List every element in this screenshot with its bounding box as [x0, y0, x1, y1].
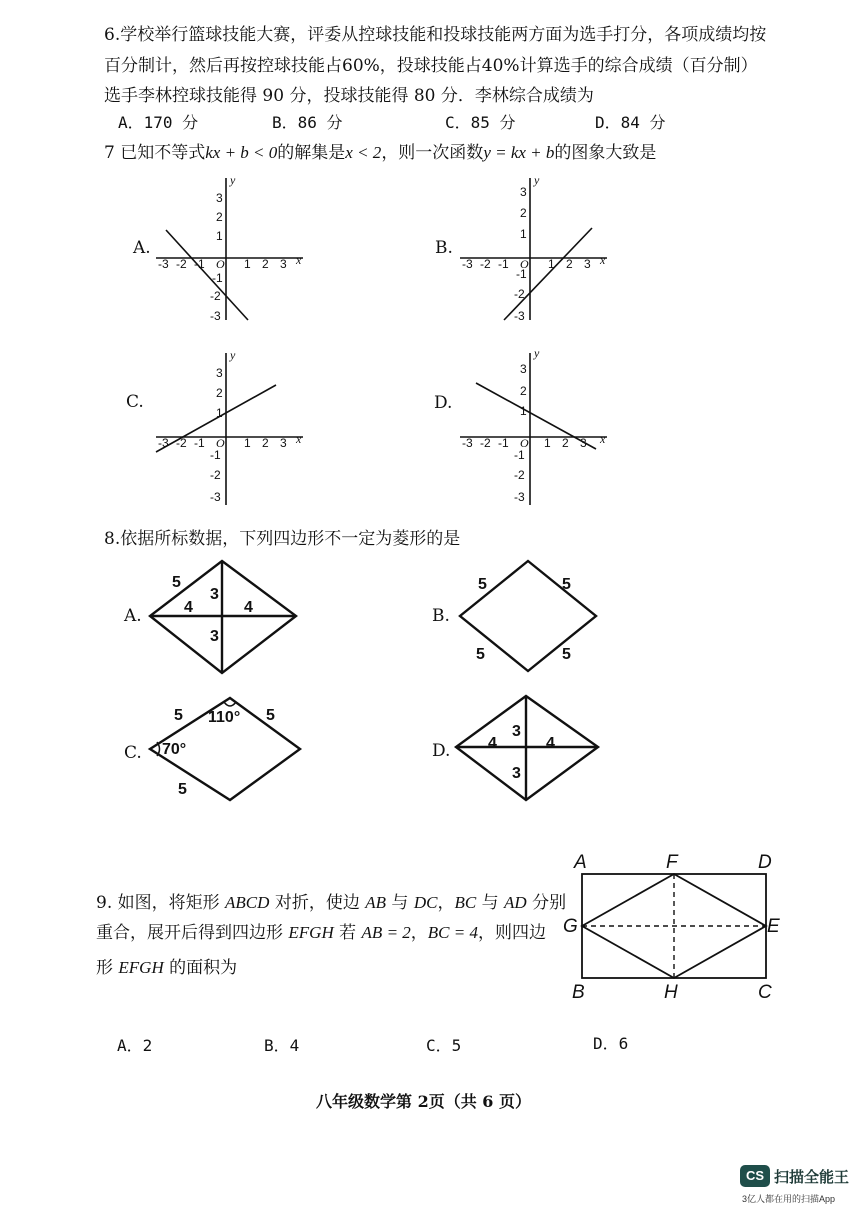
q9-math: BC = 4 [427, 923, 478, 942]
ytick: 3 [520, 362, 527, 376]
half-diagonal-label: 4 [184, 599, 193, 616]
angle-label: 110° [208, 709, 241, 726]
q9-option-a: A．2 [117, 1036, 153, 1055]
xtick: -3 [158, 257, 169, 271]
y-axis-label: y [534, 346, 540, 360]
q8-shape-c [140, 690, 315, 810]
q6-line2: 百分制计，然后再按控球技能占60%，投球技能占40%计算选手的综合成绩（百分制） [104, 56, 758, 76]
q9-math: AB = 2 [361, 923, 411, 942]
q9-text: 的面积为 [163, 958, 238, 978]
function-line [166, 230, 248, 320]
ytick: -3 [210, 490, 221, 504]
half-diagonal-label: 3 [210, 628, 219, 645]
side-label: 5 [172, 574, 181, 591]
origin-label: O [216, 436, 225, 450]
xtick: 3 [580, 436, 587, 450]
ytick: -1 [210, 448, 221, 462]
side-label: 5 [476, 646, 485, 663]
q9-math: BC [454, 893, 477, 912]
function-line [476, 383, 596, 449]
q6-option-b: B．86 分 [272, 113, 343, 132]
q7-label-b: B. [435, 238, 453, 258]
scanner-app-logo-icon: CS [740, 1165, 770, 1187]
q9-text: 若 [333, 923, 362, 943]
xtick: -3 [462, 436, 473, 450]
xtick: -2 [176, 257, 187, 271]
q6-option-d: D．84 分 [595, 113, 666, 132]
page-footer: 八年级数学第 2页（共 6 页） [316, 1092, 531, 1111]
ytick: -3 [210, 309, 221, 323]
q6-option-c: C．85 分 [445, 113, 516, 132]
q7-solution: x < 2 [345, 143, 382, 162]
xtick: 1 [244, 436, 251, 450]
xtick: -3 [462, 257, 473, 271]
q8-shape-d [448, 690, 618, 815]
side-label: 5 [266, 707, 275, 724]
q9-text: 与 [386, 893, 414, 913]
q9-text: ， [410, 923, 428, 943]
xtick: -3 [158, 436, 169, 450]
half-diagonal-label: 3 [210, 586, 219, 603]
q9-math: ABCD [225, 893, 270, 912]
x-axis-label: x [296, 253, 302, 267]
q9-text: 与 [476, 893, 504, 913]
q9-figure [560, 848, 790, 1008]
q9-line3 [96, 953, 237, 978]
q9-option-b: B．4 [264, 1036, 300, 1055]
angle-label: 70° [162, 741, 187, 758]
q8-label-c: C. [124, 743, 142, 763]
ytick: -2 [514, 468, 525, 482]
xtick: -2 [176, 436, 187, 450]
vertex-label-f: F [666, 852, 678, 873]
q7-graph-c [148, 345, 318, 510]
xtick: 1 [548, 257, 555, 271]
ytick: -1 [516, 267, 527, 281]
q8-shape-b [448, 555, 618, 680]
ytick: -2 [210, 289, 221, 303]
xtick: 1 [544, 436, 551, 450]
scanner-app-tagline: 3亿人都在用的扫描App [742, 1194, 836, 1204]
q8-question: 8.依据所标数据，下列四边形不一定为菱形的是 [104, 529, 461, 549]
xtick: 3 [584, 257, 591, 271]
vertex-label-h: H [664, 982, 678, 1003]
x-axis-label: x [296, 432, 302, 446]
side-label: 5 [178, 781, 187, 798]
half-diagonal-label: 3 [512, 723, 521, 740]
xtick: 2 [262, 257, 269, 271]
q9-math: EFGH [288, 923, 334, 942]
q9-option-c: C．5 [426, 1036, 462, 1055]
q9-line1 [96, 888, 566, 913]
ytick: -3 [514, 490, 525, 504]
q6-line3: 选手李林控球技能得 90 分，投球技能得 80 分．李林综合成绩为 [104, 86, 594, 106]
scanner-app-name: 扫描全能王 [774, 1169, 850, 1186]
q7-mid2: ，则一次函数 [381, 143, 484, 163]
xtick: -1 [194, 436, 205, 450]
q7-prefix: 7 已知不等式 [104, 143, 206, 163]
xtick: -1 [194, 257, 205, 271]
ytick: 1 [216, 406, 223, 420]
half-diagonal-label: 3 [512, 765, 521, 782]
q9-math: AD [504, 893, 527, 912]
ytick: 1 [520, 227, 527, 241]
side-label: 5 [174, 707, 183, 724]
q9-line2 [96, 918, 546, 943]
xtick: 2 [262, 436, 269, 450]
xtick: 1 [244, 257, 251, 271]
q8-label-a: A. [124, 606, 142, 626]
vertex-label-c: C [758, 982, 772, 1003]
ytick: 2 [216, 210, 223, 224]
q9-text: 分别 [526, 893, 567, 913]
q9-text: ，则四边 [478, 923, 546, 943]
q9-text: ， [437, 893, 455, 913]
ytick: 1 [520, 404, 527, 418]
vertex-label-g: G [563, 916, 578, 937]
q7-question [104, 138, 656, 163]
y-axis-label: y [230, 348, 236, 362]
q9-text: 对折，使边 [269, 893, 366, 913]
xtick: 3 [280, 257, 287, 271]
q9-math: EFGH [118, 958, 164, 977]
ytick: -2 [514, 287, 525, 301]
xtick: 3 [280, 436, 287, 450]
origin-label: O [216, 257, 225, 271]
q7-suffix: 的图象大致是 [554, 143, 657, 163]
half-diagonal-label: 4 [244, 599, 253, 616]
xtick: -1 [498, 257, 509, 271]
origin-label: O [520, 436, 529, 450]
q7-graph-a [148, 170, 318, 330]
q9-math: AB [365, 893, 387, 912]
q7-mid: 的解集是 [277, 143, 346, 163]
ytick: -1 [212, 271, 223, 285]
q9-text: 9. 如图，将矩形 [96, 893, 226, 913]
q9-text: 重合，展开后得到四边形 [96, 923, 289, 943]
ytick: 2 [520, 206, 527, 220]
q9-text: 形 [96, 958, 119, 978]
ytick: 3 [520, 185, 527, 199]
q7-graph-b [452, 170, 622, 330]
y-axis-label: y [534, 173, 540, 187]
q9-math: DC [413, 893, 438, 912]
q7-inequality: kx + b < 0 [205, 143, 278, 162]
half-diagonal-label: 4 [488, 735, 497, 752]
origin-label: O [520, 257, 529, 271]
vertex-label-e: E [767, 916, 780, 937]
q7-label-d: D. [434, 393, 453, 413]
side-label: 5 [478, 576, 487, 593]
x-axis-label: x [600, 253, 606, 267]
ytick: 2 [216, 386, 223, 400]
x-axis-label: x [600, 432, 606, 446]
q9-option-d: D．6 [593, 1034, 629, 1053]
q7-label-a: A. [133, 238, 151, 258]
q6-option-a: A．170 分 [118, 113, 199, 132]
xtick: 2 [566, 257, 573, 271]
q7-graph-d [452, 345, 622, 510]
ytick: -3 [514, 309, 525, 323]
ytick: 1 [216, 229, 223, 243]
ytick: 3 [216, 191, 223, 205]
q6-line1: 6.学校举行篮球技能大赛，评委从控球技能和投球技能两方面为选手打分，各项成绩均按 [104, 25, 767, 45]
vertex-label-a: A [574, 852, 587, 873]
side-label: 5 [562, 576, 571, 593]
ytick: -1 [514, 448, 525, 462]
q8-label-b: B. [432, 606, 450, 626]
q8-label-d: D. [432, 741, 451, 761]
vertex-label-d: D [758, 852, 772, 873]
ytick: 2 [520, 384, 527, 398]
y-axis-label: y [230, 173, 236, 187]
q8-shape-a [140, 555, 310, 680]
side-label: 5 [562, 646, 571, 663]
xtick: 2 [562, 436, 569, 450]
angle-arc [224, 702, 236, 706]
xtick: -1 [498, 436, 509, 450]
xtick: -2 [480, 436, 491, 450]
vertex-label-b: B [572, 982, 585, 1003]
half-diagonal-label: 4 [546, 735, 555, 752]
ytick: -2 [210, 468, 221, 482]
xtick: -2 [480, 257, 491, 271]
q7-label-c: C. [126, 392, 144, 412]
q7-function: y = kx + b [483, 143, 555, 162]
ytick: 3 [216, 366, 223, 380]
